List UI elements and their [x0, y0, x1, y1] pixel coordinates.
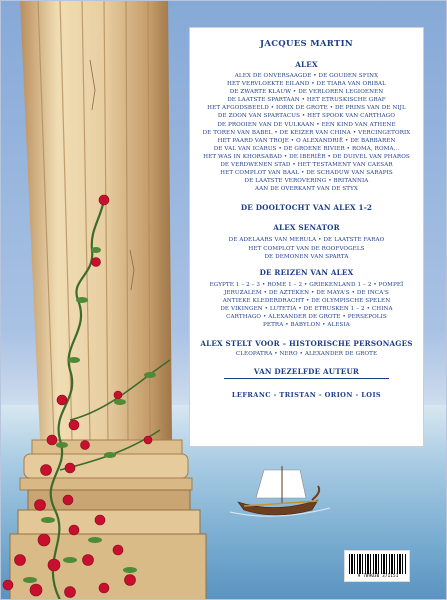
- list-item: HET PAARD VAN TROJE • O ALEXANDRIË • DE BARBAREN: [217, 137, 396, 144]
- list-item: HET AFGODSBEELD • IORIX DE GROTE • DE PRINS VAN DE NIJL: [207, 105, 406, 112]
- author-name: JACQUES MARTIN: [260, 39, 353, 49]
- series-title-alex: ALEX: [295, 60, 318, 69]
- other-author-heading: [224, 367, 389, 379]
- list-item: AAN DE OVERKANT VAN DE STYX: [255, 186, 358, 193]
- list-item: DE VIKINGEN • LUTETIA • DE ETRUSKEN 1 – 2 • CHINA: [220, 305, 393, 312]
- list-item: HET COMPLOT VAN DE ROOFVOGELS: [248, 245, 365, 252]
- back-cover-panel: [189, 27, 424, 447]
- list-item: CARTHAGO • ALEXANDER DE GROTE • PERSEPOLIS: [226, 314, 387, 321]
- series-title-stelt-voor: ALEX STELT VOOR – HISTORISCHE PERSONAGES: [200, 339, 413, 349]
- series-title-reizen: DE REIZEN VAN ALEX: [259, 267, 354, 277]
- series-alex-list: [190, 72, 423, 193]
- series-senator-list: [190, 236, 423, 260]
- list-item: ANTIEKE KLEDERDRACHT • DE OLYMPISCHE SPELEN: [222, 297, 391, 304]
- barcode-number: 9 789030 371151: [357, 574, 399, 579]
- isbn-barcode: [344, 550, 410, 582]
- other-author-title: VAN DEZELFDE AUTEUR: [253, 367, 360, 377]
- list-item: PETRA • BABYLON • ALESIA: [263, 322, 350, 329]
- list-item: EGYPTE 1 – 2 – 3 • ROME 1 – 2 • GRIEKENLAND 1 – 2 • POMPEÏ: [209, 281, 404, 288]
- ship: [230, 466, 330, 516]
- series-stelt-voor-list: [190, 350, 423, 358]
- list-item: HET COMPLOT VAN BAAL • DE SCHADUW VAN SARAPIS: [220, 170, 393, 177]
- list-item: HET WAS IN KHORSABAD • DE IBERIËR • DE DUIVEL VAN PHAROS: [203, 153, 410, 160]
- list-item: DE TOREN VAN BABEL • DE KEIZER VAN CHINA • VERCINGETORIX: [202, 129, 411, 136]
- list-item: HET VERVLOEKTE EILAND • DE TIARA VAN ORIBAL: [227, 81, 386, 88]
- list-item: DE ZWARTE KLAUW • DE VERLOREN LEGIOENEN: [229, 89, 384, 96]
- list-item: ALEX DE ONVERSAAGDE • DE GOUDEN SFINX: [234, 73, 379, 79]
- list-item: DE PROOIEN VAN DE VULKAAN • EEN KIND VAN ATHENE: [217, 121, 396, 128]
- list-item: JERUZALEM • DE AZTEKEN • DE MAYA'S • DE INCA'S: [224, 289, 389, 296]
- list-item: DE VERDWENEN STAD • HET TESTAMENT VAN CAESAR: [220, 162, 393, 169]
- column-base-ring: [20, 478, 192, 490]
- list-item: DE LAATSTE SPARTAAN • HET ETRUSKISCHE GRAF: [227, 97, 386, 104]
- other-author-series: LEFRANC - TRISTAN - ORION - LOIS: [231, 391, 382, 400]
- list-item: CLEOPATRA • NERO • ALEXANDER DE GROTE: [235, 351, 378, 358]
- barcode-bars: [349, 554, 407, 574]
- list-item: DE VAL VAN ICARUS • DE GROENE RIVIER • ROMA, ROMA...: [213, 145, 400, 152]
- list-item: DE DEMONEN VAN SPARTA: [264, 253, 349, 260]
- list-item: DE ADELAARS VAN MERULA • DE LAATSTE FARAO: [228, 237, 385, 244]
- list-item: DE LAATSTE VEROVERING • BRITANNIA: [244, 178, 369, 185]
- series-title-senator: ALEX SENATOR: [273, 223, 340, 233]
- series-reizen-list: [190, 281, 423, 330]
- series-title-dooltocht: DE DOOLTOCHT VAN ALEX 1-2: [240, 203, 373, 213]
- list-item: DE ZOON VAN SPARTACUS • HET SPOOK VAN CARTHAGO: [217, 113, 396, 120]
